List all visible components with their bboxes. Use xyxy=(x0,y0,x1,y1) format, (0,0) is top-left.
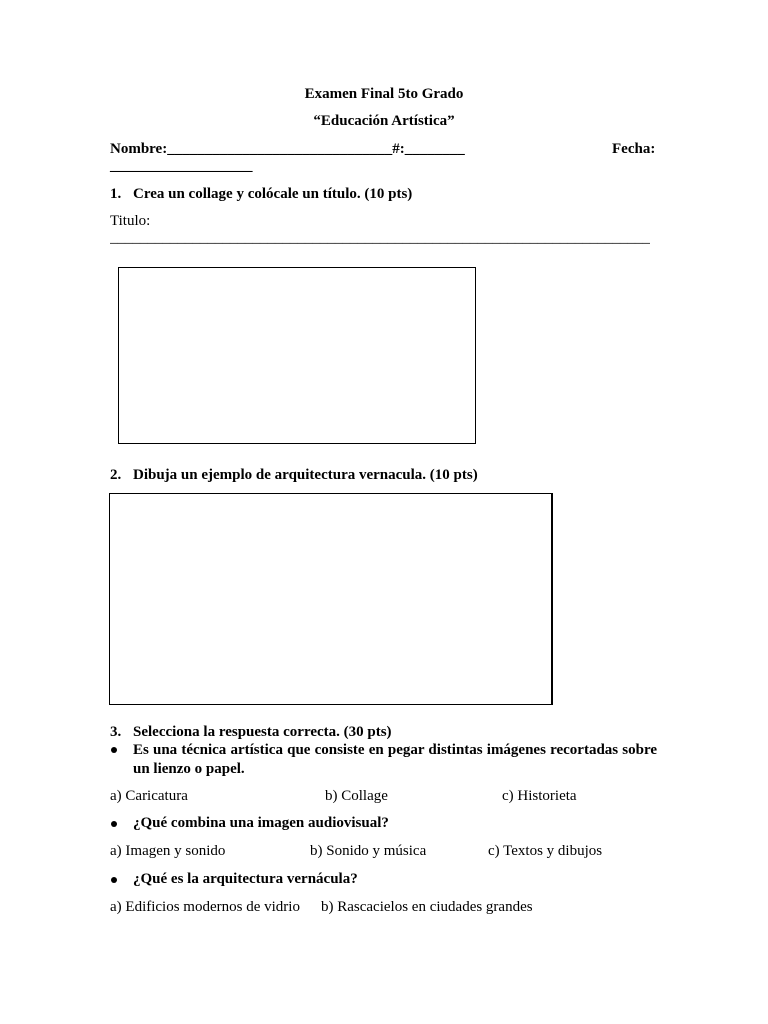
collage-box[interactable] xyxy=(118,267,476,444)
drawing-box[interactable] xyxy=(109,493,553,705)
name-field xyxy=(110,141,465,158)
item-1-option-c[interactable]: c) Historieta xyxy=(502,788,577,804)
date-blank: ___________________ xyxy=(110,158,253,174)
item-1-option-a[interactable]: a) Caricatura xyxy=(110,788,188,804)
question-1-text: Crea un collage y colócale un título. (10 pts) xyxy=(133,186,413,202)
question-2-number: 2. xyxy=(110,467,122,483)
bullet-icon xyxy=(111,821,117,827)
question-3-number: 3. xyxy=(110,724,122,740)
title-blank: ________________________________________________________________________ xyxy=(110,230,650,246)
item-3-option-a[interactable]: a) Edificios modernos de vidrio xyxy=(110,899,300,915)
bullet-icon xyxy=(111,747,117,753)
question-2-text: Dibuja un ejemplo de arquitectura vernacula. (10 pts) xyxy=(133,467,478,483)
title-label: Titulo: xyxy=(110,213,151,229)
date-label: Fecha: xyxy=(612,141,656,157)
exam-title: Examen Final 5to Grado xyxy=(304,86,464,102)
item-2-question: ¿Qué combina una imagen audiovisual? xyxy=(133,815,389,831)
number-blank: ________ xyxy=(404,141,465,157)
question-3-text: Selecciona la respuesta correcta. (30 pts) xyxy=(133,724,392,740)
exam-subject: “Educación Artística” xyxy=(313,113,455,129)
item-2-option-c[interactable]: c) Textos y dibujos xyxy=(488,843,603,859)
item-1-question: Es una técnica artística que consiste en pegar distintas imágenes recortadas sobre un lienzo o papel. xyxy=(133,742,657,777)
number-label: #: xyxy=(392,141,405,157)
item-2-option-b[interactable]: b) Sonido y música xyxy=(310,843,427,859)
item-2-option-a[interactable]: a) Imagen y sonido xyxy=(110,843,226,859)
question-1-number: 1. xyxy=(110,186,122,202)
item-1-option-b[interactable]: b) Collage xyxy=(325,788,388,804)
bullet-icon xyxy=(111,877,117,883)
item-3-option-b[interactable]: b) Rascacielos en ciudades grandes xyxy=(321,899,533,915)
name-blank: ______________________________ xyxy=(167,141,393,157)
item-3-question: ¿Qué es la arquitectura vernácula? xyxy=(133,871,358,887)
name-label: Nombre: xyxy=(110,141,168,157)
